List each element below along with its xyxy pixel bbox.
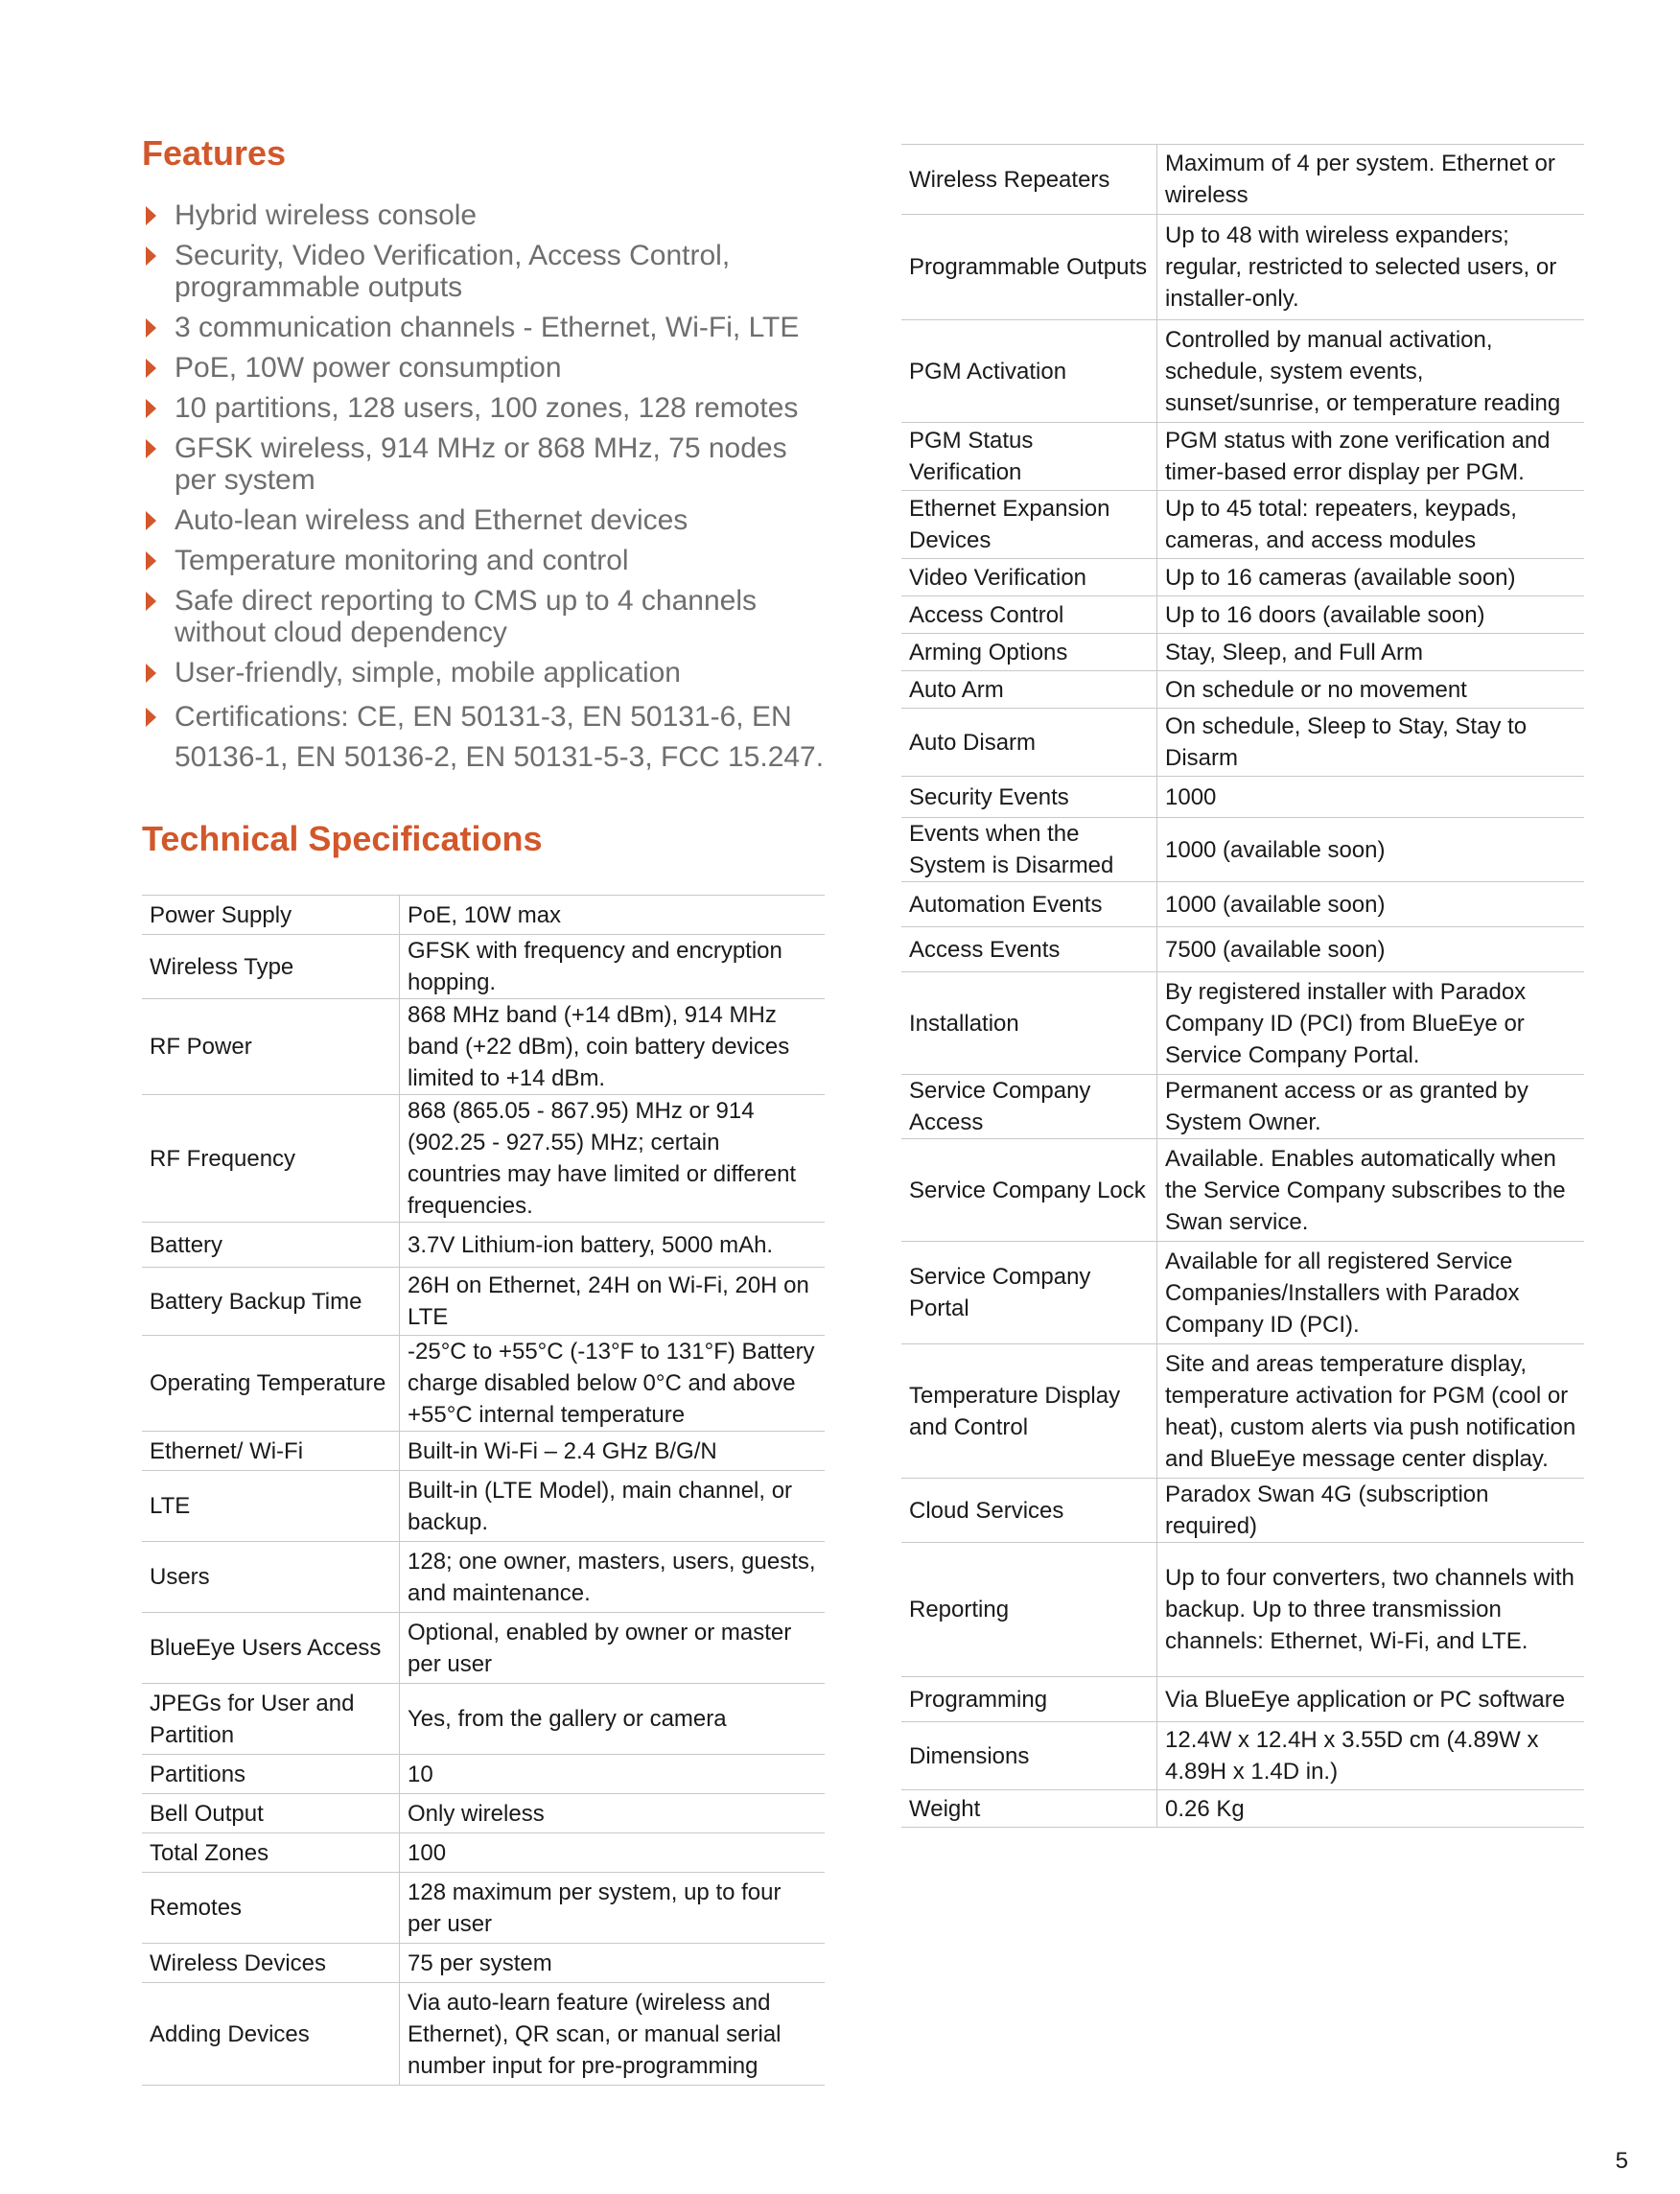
spec-row — [901, 671, 1584, 709]
spec-value: Built-in Wi-Fi – 2.4 GHz B/G/N — [400, 1432, 826, 1471]
spec-value: Controlled by manual activation, schedule, system events, sunset/sunrise, or temperature reading — [1157, 320, 1585, 423]
spec-row — [901, 1677, 1584, 1722]
spec-row — [142, 935, 825, 999]
feature-item: Temperature monitoring and control — [142, 545, 825, 576]
triangle-bullet-icon — [146, 399, 156, 418]
spec-row — [901, 634, 1584, 671]
spec-row — [142, 896, 825, 935]
spec-row — [142, 999, 825, 1095]
spec-row — [142, 1794, 825, 1833]
spec-label: Dimensions — [901, 1722, 1157, 1790]
spec-label: PGM Activation — [901, 320, 1157, 423]
spec-row — [901, 215, 1584, 320]
spec-table-left — [142, 895, 825, 2086]
spec-label: RF Power — [142, 999, 400, 1095]
triangle-bullet-icon — [146, 359, 156, 378]
spec-value: Available for all registered Service Companies/Installers with Paradox Company ID (PCI). — [1157, 1242, 1585, 1344]
feature-item: Certifications: CE, EN 50131-3, EN 50131-6, EN 50136-1, EN 50136-2, EN 50131-5-3, FCC 15.247. — [142, 697, 825, 778]
spec-row — [142, 1471, 825, 1542]
spec-value: 10 — [400, 1755, 826, 1794]
spec-value: 1000 (available soon) — [1157, 818, 1585, 882]
spec-row — [142, 1873, 825, 1944]
triangle-bullet-icon — [146, 206, 156, 225]
feature-item: PoE, 10W power consumption — [142, 352, 825, 384]
spec-value: Optional, enabled by owner or master per user — [400, 1613, 826, 1684]
spec-label: Access Control — [901, 596, 1157, 634]
spec-value: 868 (865.05 - 867.95) MHz or 914 (902.25 - 927.55) MHz; certain countries may have limited or different frequencies. — [400, 1095, 826, 1223]
spec-label: Power Supply — [142, 896, 400, 935]
left-column — [142, 134, 825, 2086]
spec-label: Events when the System is Disarmed — [901, 818, 1157, 882]
spec-label: Remotes — [142, 1873, 400, 1944]
spec-label: Programming — [901, 1677, 1157, 1722]
triangle-bullet-icon — [146, 551, 156, 571]
feature-item: Safe direct reporting to CMS up to 4 channels without cloud dependency — [142, 585, 825, 648]
right-column — [901, 144, 1584, 1828]
spec-row — [901, 777, 1584, 818]
spec-value: 868 MHz band (+14 dBm), 914 MHz band (+22 dBm), coin battery devices limited to +14 dBm. — [400, 999, 826, 1095]
spec-value: Up to 45 total: repeaters, keypads, cameras, and access modules — [1157, 491, 1585, 559]
spec-value: 128 maximum per system, up to four per user — [400, 1873, 826, 1944]
spec-label: Battery Backup Time — [142, 1268, 400, 1336]
spec-value: Available. Enables automatically when the Service Company subscribes to the Swan service. — [1157, 1139, 1585, 1242]
triangle-bullet-icon — [146, 664, 156, 683]
spec-value: On schedule or no movement — [1157, 671, 1585, 709]
spec-table-right-body — [901, 145, 1584, 1828]
spec-label: Service Company Lock — [901, 1139, 1157, 1242]
spec-label: Wireless Repeaters — [901, 145, 1157, 215]
spec-value: Site and areas temperature display, temperature activation for PGM (cool or heat), custom alerts via push notification and BlueEye message center display. — [1157, 1344, 1585, 1479]
page-number: 5 — [1615, 2148, 1628, 2174]
spec-value: GFSK with frequency and encryption hopping. — [400, 935, 826, 999]
spec-value: Yes, from the gallery or camera — [400, 1684, 826, 1755]
spec-value: 12.4W x 12.4H x 3.55D cm (4.89W x 4.89H x 1.4D in.) — [1157, 1722, 1585, 1790]
spec-value: 7500 (available soon) — [1157, 927, 1585, 972]
spec-row — [901, 1344, 1584, 1479]
spec-label: Auto Disarm — [901, 709, 1157, 777]
spec-row — [142, 1095, 825, 1223]
triangle-bullet-icon — [146, 246, 156, 266]
spec-label: BlueEye Users Access — [142, 1613, 400, 1684]
feature-item: Hybrid wireless console — [142, 199, 825, 231]
features-title: Features — [142, 133, 287, 173]
spec-row — [142, 1223, 825, 1268]
feature-item: User-friendly, simple, mobile application — [142, 657, 825, 689]
spec-row — [901, 1075, 1584, 1139]
spec-row — [901, 1479, 1584, 1543]
spec-label: Wireless Type — [142, 935, 400, 999]
spec-row — [142, 1613, 825, 1684]
spec-value: PGM status with zone verification and timer-based error display per PGM. — [1157, 423, 1585, 491]
spec-value: Up to four converters, two channels with backup. Up to three transmission channels: Ethernet, Wi-Fi, and LTE. — [1157, 1543, 1585, 1677]
triangle-bullet-icon — [146, 318, 156, 338]
spec-row — [901, 1242, 1584, 1344]
spec-row — [901, 320, 1584, 423]
spec-value: 3.7V Lithium-ion battery, 5000 mAh. — [400, 1223, 826, 1268]
spec-row — [901, 882, 1584, 927]
spec-row — [901, 972, 1584, 1075]
spec-label: Weight — [901, 1790, 1157, 1828]
feature-item: 3 communication channels - Ethernet, Wi-Fi, LTE — [142, 312, 825, 343]
spec-value: 100 — [400, 1833, 826, 1873]
spec-row — [901, 145, 1584, 215]
spec-value: Via auto-learn feature (wireless and Ethernet), QR scan, or manual serial number input for pre-programming — [400, 1983, 826, 2086]
spec-value: Stay, Sleep, and Full Arm — [1157, 634, 1585, 671]
spec-row — [901, 1722, 1584, 1790]
spec-row — [142, 1268, 825, 1336]
spec-label: Programmable Outputs — [901, 215, 1157, 320]
spec-value: 0.26 Kg — [1157, 1790, 1585, 1828]
spec-row — [142, 1833, 825, 1873]
spec-label: Ethernet/ Wi-Fi — [142, 1432, 400, 1471]
tech-specs-title: Technical Specifications — [142, 819, 543, 858]
spec-value: By registered installer with Paradox Company ID (PCI) from BlueEye or Service Company Portal. — [1157, 972, 1585, 1075]
spec-value: PoE, 10W max — [400, 896, 826, 935]
spec-label: Adding Devices — [142, 1983, 400, 2086]
triangle-bullet-icon — [146, 439, 156, 458]
features-list — [142, 199, 825, 778]
spec-label: Users — [142, 1542, 400, 1613]
spec-value: Built-in (LTE Model), main channel, or backup. — [400, 1471, 826, 1542]
spec-value: Only wireless — [400, 1794, 826, 1833]
triangle-bullet-icon — [146, 592, 156, 611]
spec-row — [901, 709, 1584, 777]
spec-value: Permanent access or as granted by System Owner. — [1157, 1075, 1585, 1139]
spec-label: LTE — [142, 1471, 400, 1542]
spec-row — [142, 1336, 825, 1432]
feature-item: GFSK wireless, 914 MHz or 868 MHz, 75 nodes per system — [142, 432, 825, 496]
spec-value: Via BlueEye application or PC software — [1157, 1677, 1585, 1722]
spec-value: Up to 16 cameras (available soon) — [1157, 559, 1585, 596]
spec-label: Video Verification — [901, 559, 1157, 596]
spec-label: Auto Arm — [901, 671, 1157, 709]
spec-label: Automation Events — [901, 882, 1157, 927]
spec-label: PGM Status Verification — [901, 423, 1157, 491]
spec-label: Security Events — [901, 777, 1157, 818]
spec-table-right — [901, 144, 1584, 1828]
triangle-bullet-icon — [146, 511, 156, 530]
spec-row — [901, 1790, 1584, 1828]
spec-row — [901, 1543, 1584, 1677]
spec-value: Paradox Swan 4G (subscription required) — [1157, 1479, 1585, 1543]
spec-label: Wireless Devices — [142, 1944, 400, 1983]
spec-label: Bell Output — [142, 1794, 400, 1833]
spec-label: Battery — [142, 1223, 400, 1268]
spec-row — [142, 1755, 825, 1794]
spec-row — [901, 927, 1584, 972]
spec-row — [142, 1684, 825, 1755]
triangle-bullet-icon — [146, 708, 156, 727]
feature-item: Auto-lean wireless and Ethernet devices — [142, 504, 825, 536]
spec-row — [142, 1983, 825, 2086]
spec-label: Operating Temperature — [142, 1336, 400, 1432]
spec-value: Maximum of 4 per system. Ethernet or wireless — [1157, 145, 1585, 215]
spec-label: Reporting — [901, 1543, 1157, 1677]
spec-label: Temperature Display and Control — [901, 1344, 1157, 1479]
spec-value: 75 per system — [400, 1944, 826, 1983]
spec-label: Installation — [901, 972, 1157, 1075]
spec-table-left-body — [142, 896, 825, 2086]
spec-label: RF Frequency — [142, 1095, 400, 1223]
spec-label: Cloud Services — [901, 1479, 1157, 1543]
spec-value: 1000 — [1157, 777, 1585, 818]
spec-row — [901, 559, 1584, 596]
spec-row — [901, 423, 1584, 491]
spec-label: Ethernet Expansion Devices — [901, 491, 1157, 559]
spec-value: Up to 16 doors (available soon) — [1157, 596, 1585, 634]
feature-item: 10 partitions, 128 users, 100 zones, 128 remotes — [142, 392, 825, 424]
spec-row — [901, 491, 1584, 559]
spec-value: -25°C to +55°C (-13°F to 131°F) Battery charge disabled below 0°C and above +55°C internal temperature — [400, 1336, 826, 1432]
spec-row — [142, 1944, 825, 1983]
spec-label: Service Company Portal — [901, 1242, 1157, 1344]
spec-row — [142, 1432, 825, 1471]
spec-value: 26H on Ethernet, 24H on Wi-Fi, 20H on LTE — [400, 1268, 826, 1336]
spec-label: Partitions — [142, 1755, 400, 1794]
spec-value: 1000 (available soon) — [1157, 882, 1585, 927]
spec-label: Total Zones — [142, 1833, 400, 1873]
spec-label: Service Company Access — [901, 1075, 1157, 1139]
spec-label: JPEGs for User and Partition — [142, 1684, 400, 1755]
spec-value: 128; one owner, masters, users, guests, and maintenance. — [400, 1542, 826, 1613]
spec-label: Access Events — [901, 927, 1157, 972]
spec-value: Up to 48 with wireless expanders; regular, restricted to selected users, or installer-only. — [1157, 215, 1585, 320]
feature-item: Security, Video Verification, Access Control, programmable outputs — [142, 240, 825, 303]
spec-value: On schedule, Sleep to Stay, Stay to Disarm — [1157, 709, 1585, 777]
spec-label: Arming Options — [901, 634, 1157, 671]
spec-row — [901, 818, 1584, 882]
spec-row — [901, 1139, 1584, 1242]
spec-row — [142, 1542, 825, 1613]
spec-row — [901, 596, 1584, 634]
